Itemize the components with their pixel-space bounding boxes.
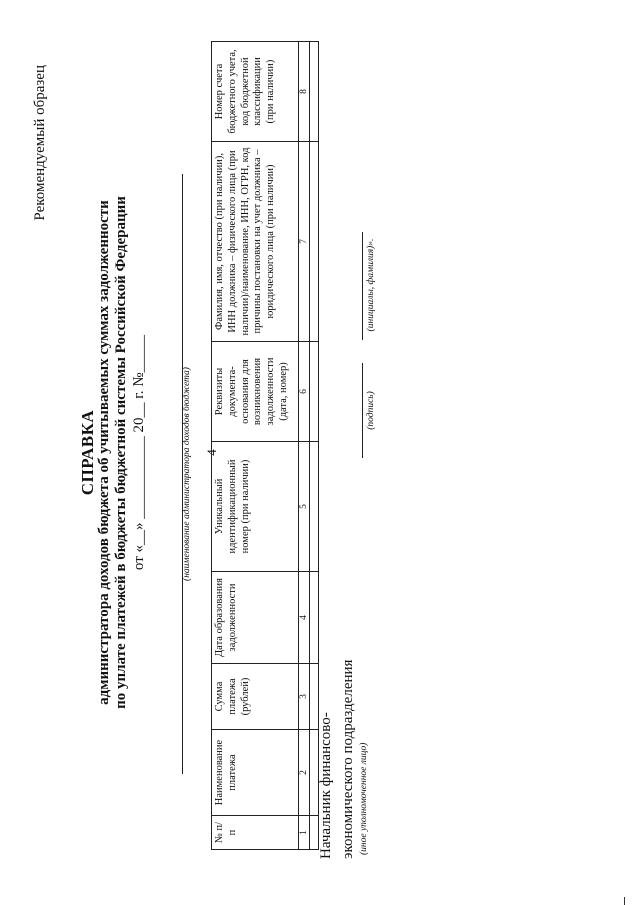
- document-title: СПРАВКА: [78, 409, 97, 496]
- subtitle-line-2: по уплате платежей в бюджеты бюджетной системы Российской Федерации: [113, 196, 129, 709]
- column-number: 4: [299, 572, 310, 664]
- column-number: 5: [299, 442, 310, 572]
- empty-cell: [310, 572, 319, 664]
- header-cell: Наименование платежа: [212, 730, 299, 816]
- name-line: [362, 232, 363, 340]
- recommended-label: Рекомендуемый образец: [32, 65, 48, 221]
- column-number: 2: [299, 730, 310, 816]
- column-number: 6: [299, 342, 310, 442]
- date-line: от «__» ___________ 20__ г. №_____: [131, 334, 147, 571]
- header-cell: Сумма платежа (рублей): [212, 664, 299, 730]
- signature-caption: (подпись): [366, 391, 376, 430]
- column-number: 7: [299, 142, 310, 342]
- name-caption: (инициалы, фамилия)».: [366, 238, 376, 332]
- header-cell: Реквизиты документа-основания для возникновения задолженности (дата, номер): [212, 342, 299, 442]
- empty-cell: [310, 342, 319, 442]
- header-cell: Дата образования задолженности: [212, 572, 299, 664]
- empty-cell: [310, 42, 319, 142]
- subtitle-line-1: администратора доходов бюджета об учитываемых суммах задолженности: [96, 200, 112, 705]
- header-cell: Уникальный идентификационный номер (при наличии): [212, 442, 299, 572]
- column-number: 3: [299, 664, 310, 730]
- table-number-row: [299, 42, 310, 850]
- empty-cell: [310, 442, 319, 572]
- empty-cell: [310, 142, 319, 342]
- signature-line: [362, 363, 363, 458]
- header-cell: № п/п: [212, 816, 299, 850]
- table-header-row: [212, 42, 299, 850]
- admin-caption: (наименование администратора доходов бюджета): [182, 367, 192, 581]
- column-number: 1: [299, 816, 310, 850]
- debt-table: [211, 41, 319, 850]
- signer-role-line-1: Начальник финансово-: [318, 712, 334, 859]
- margin-rule: [624, 897, 625, 905]
- header-cell: Номер счета бюджетного учета, код бюджетной классификации (при наличии): [212, 42, 299, 142]
- signer-role-line-2: экономического подразделения: [340, 659, 356, 859]
- header-cell: Фамилия, имя, отчество (при наличии), ИНН должника – физического лица (при наличии)/наименование, ИНН, ОГРН, код причины постановки на учет должника – юридического лица (при наличии): [212, 142, 299, 342]
- column-number: 8: [299, 42, 310, 142]
- signer-role-caption: (иное уполномоченное лицо): [359, 742, 369, 855]
- page-number: 4: [204, 449, 219, 456]
